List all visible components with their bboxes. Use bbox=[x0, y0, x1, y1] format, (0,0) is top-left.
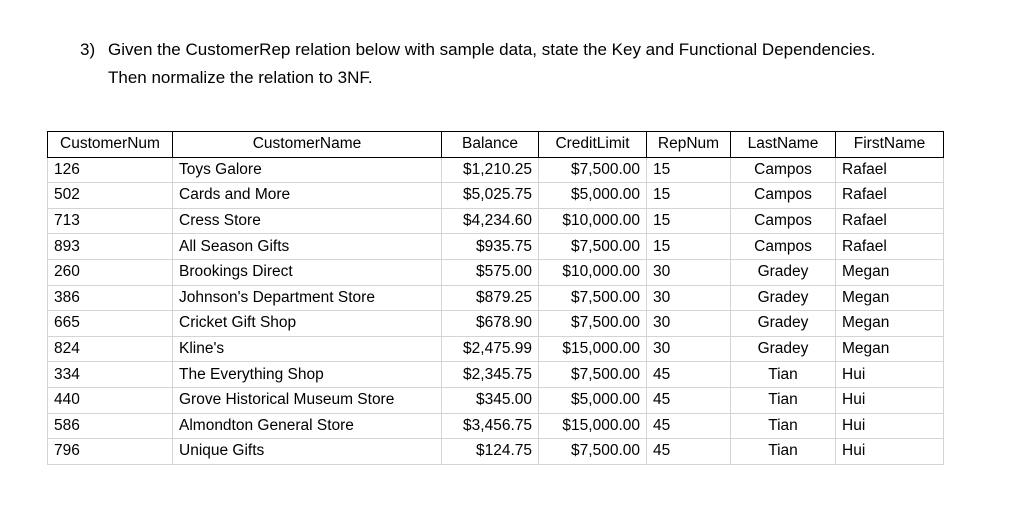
cell-customernum: 586 bbox=[48, 413, 173, 439]
cell-balance: $4,234.60 bbox=[442, 208, 539, 234]
cell-creditlimit: $7,500.00 bbox=[539, 362, 647, 388]
question-text bbox=[108, 36, 980, 92]
cell-lastname: Gradey bbox=[731, 336, 836, 362]
cell-creditlimit: $15,000.00 bbox=[539, 413, 647, 439]
column-header-firstname: FirstName bbox=[836, 132, 944, 158]
cell-customername: Cards and More bbox=[173, 183, 442, 209]
table-row bbox=[48, 387, 944, 413]
cell-balance: $2,345.75 bbox=[442, 362, 539, 388]
cell-firstname: Megan bbox=[836, 259, 944, 285]
table-row bbox=[48, 336, 944, 362]
cell-balance: $345.00 bbox=[442, 387, 539, 413]
cell-repnum: 45 bbox=[647, 387, 731, 413]
cell-firstname: Rafael bbox=[836, 183, 944, 209]
cell-customername: All Season Gifts bbox=[173, 234, 442, 260]
cell-creditlimit: $10,000.00 bbox=[539, 259, 647, 285]
cell-creditlimit: $7,500.00 bbox=[539, 234, 647, 260]
cell-lastname: Tian bbox=[731, 387, 836, 413]
cell-creditlimit: $10,000.00 bbox=[539, 208, 647, 234]
cell-balance: $5,025.75 bbox=[442, 183, 539, 209]
cell-creditlimit: $7,500.00 bbox=[539, 285, 647, 311]
cell-customernum: 260 bbox=[48, 259, 173, 285]
cell-customernum: 796 bbox=[48, 439, 173, 465]
cell-customernum: 334 bbox=[48, 362, 173, 388]
cell-repnum: 15 bbox=[647, 234, 731, 260]
cell-creditlimit: $15,000.00 bbox=[539, 336, 647, 362]
table-row bbox=[48, 311, 944, 337]
cell-repnum: 30 bbox=[647, 259, 731, 285]
table-row bbox=[48, 439, 944, 465]
cell-creditlimit: $5,000.00 bbox=[539, 387, 647, 413]
cell-customername: Cricket Gift Shop bbox=[173, 311, 442, 337]
cell-lastname: Tian bbox=[731, 439, 836, 465]
table-row bbox=[48, 259, 944, 285]
column-header-customername: CustomerName bbox=[173, 132, 442, 158]
cell-repnum: 30 bbox=[647, 311, 731, 337]
cell-customername: Brookings Direct bbox=[173, 259, 442, 285]
table-row bbox=[48, 183, 944, 209]
question-number: 3) bbox=[80, 40, 96, 59]
cell-customernum: 386 bbox=[48, 285, 173, 311]
cell-customername: Toys Galore bbox=[173, 157, 442, 183]
cell-customernum: 126 bbox=[48, 157, 173, 183]
cell-repnum: 15 bbox=[647, 157, 731, 183]
cell-repnum: 30 bbox=[647, 336, 731, 362]
table-row bbox=[48, 362, 944, 388]
cell-balance: $1,210.25 bbox=[442, 157, 539, 183]
cell-balance: $124.75 bbox=[442, 439, 539, 465]
cell-lastname: Campos bbox=[731, 183, 836, 209]
table-header-row bbox=[48, 132, 944, 158]
cell-customernum: 665 bbox=[48, 311, 173, 337]
column-header-customernum: CustomerNum bbox=[48, 132, 173, 158]
table-row bbox=[48, 234, 944, 260]
cell-repnum: 30 bbox=[647, 285, 731, 311]
cell-lastname: Campos bbox=[731, 157, 836, 183]
cell-firstname: Hui bbox=[836, 362, 944, 388]
question-block bbox=[80, 36, 980, 92]
table-body bbox=[48, 157, 944, 464]
cell-balance: $2,475.99 bbox=[442, 336, 539, 362]
cell-balance: $3,456.75 bbox=[442, 413, 539, 439]
cell-customernum: 893 bbox=[48, 234, 173, 260]
cell-lastname: Campos bbox=[731, 234, 836, 260]
column-header-balance: Balance bbox=[442, 132, 539, 158]
column-header-repnum: RepNum bbox=[647, 132, 731, 158]
cell-repnum: 15 bbox=[647, 208, 731, 234]
cell-customernum: 713 bbox=[48, 208, 173, 234]
question-line-1: Given the CustomerRep relation below with sample data, state the Key and Functional Dependencies. bbox=[108, 40, 876, 59]
cell-customernum: 824 bbox=[48, 336, 173, 362]
cell-balance: $935.75 bbox=[442, 234, 539, 260]
table-row bbox=[48, 208, 944, 234]
cell-customername: Grove Historical Museum Store bbox=[173, 387, 442, 413]
cell-balance: $575.00 bbox=[442, 259, 539, 285]
cell-customername: Kline's bbox=[173, 336, 442, 362]
customer-rep-table bbox=[47, 131, 944, 465]
column-header-lastname: LastName bbox=[731, 132, 836, 158]
column-header-creditlimit: CreditLimit bbox=[539, 132, 647, 158]
cell-lastname: Campos bbox=[731, 208, 836, 234]
question-line-2: Then normalize the relation to 3NF. bbox=[108, 68, 373, 87]
cell-customername: Unique Gifts bbox=[173, 439, 442, 465]
cell-customernum: 502 bbox=[48, 183, 173, 209]
cell-creditlimit: $7,500.00 bbox=[539, 311, 647, 337]
cell-balance: $678.90 bbox=[442, 311, 539, 337]
cell-lastname: Tian bbox=[731, 362, 836, 388]
table-row bbox=[48, 413, 944, 439]
cell-creditlimit: $7,500.00 bbox=[539, 439, 647, 465]
cell-creditlimit: $5,000.00 bbox=[539, 183, 647, 209]
cell-customername: Almondton General Store bbox=[173, 413, 442, 439]
cell-lastname: Tian bbox=[731, 413, 836, 439]
cell-firstname: Rafael bbox=[836, 157, 944, 183]
cell-creditlimit: $7,500.00 bbox=[539, 157, 647, 183]
cell-customername: Johnson's Department Store bbox=[173, 285, 442, 311]
cell-repnum: 45 bbox=[647, 413, 731, 439]
cell-firstname: Megan bbox=[836, 285, 944, 311]
cell-firstname: Megan bbox=[836, 311, 944, 337]
cell-repnum: 45 bbox=[647, 362, 731, 388]
cell-customernum: 440 bbox=[48, 387, 173, 413]
cell-repnum: 15 bbox=[647, 183, 731, 209]
cell-customername: Cress Store bbox=[173, 208, 442, 234]
cell-firstname: Hui bbox=[836, 413, 944, 439]
cell-lastname: Gradey bbox=[731, 311, 836, 337]
cell-firstname: Rafael bbox=[836, 208, 944, 234]
cell-repnum: 45 bbox=[647, 439, 731, 465]
cell-balance: $879.25 bbox=[442, 285, 539, 311]
cell-lastname: Gradey bbox=[731, 259, 836, 285]
cell-firstname: Hui bbox=[836, 439, 944, 465]
table-row bbox=[48, 285, 944, 311]
cell-customername: The Everything Shop bbox=[173, 362, 442, 388]
cell-firstname: Hui bbox=[836, 387, 944, 413]
table-row bbox=[48, 157, 944, 183]
cell-lastname: Gradey bbox=[731, 285, 836, 311]
cell-firstname: Megan bbox=[836, 336, 944, 362]
cell-firstname: Rafael bbox=[836, 234, 944, 260]
